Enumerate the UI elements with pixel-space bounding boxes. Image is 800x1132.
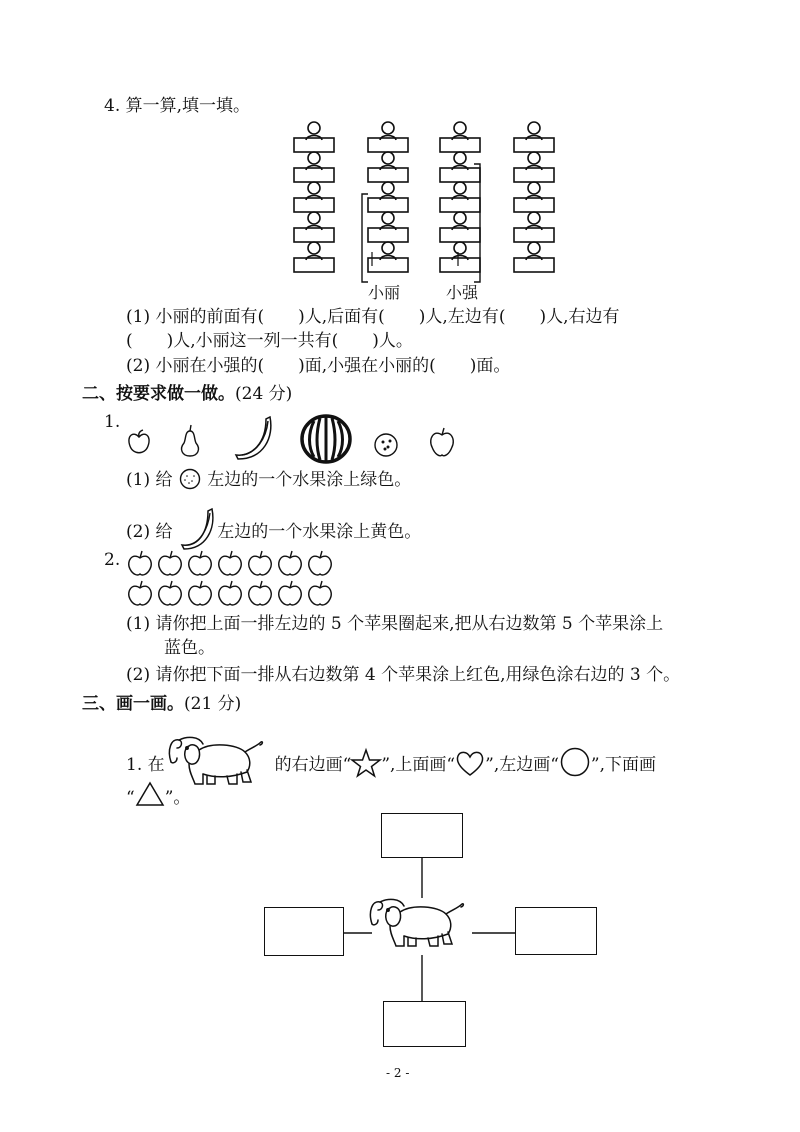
- s2-q2-number: 2.: [104, 550, 121, 570]
- drawing-box-left[interactable]: [264, 907, 344, 956]
- section2-heading: 二、按要求做一做。: [82, 384, 235, 404]
- q4-line1: (1) 小丽的前面有( )人,后面有( )人,左边有( )人,右边有: [126, 307, 620, 327]
- s3-q1-c: ”,上面画“: [381, 755, 456, 775]
- section3-heading: 三、画一画。: [82, 694, 184, 714]
- section2-score: (24 分): [235, 384, 293, 404]
- s2-q1-p2-suffix: 左边的一个水果涂上黄色。: [217, 522, 422, 542]
- s3-q1-a: 1. 在: [126, 755, 165, 775]
- s3-q1-f: “: [126, 788, 135, 808]
- s3-q1-e: ”,下面画: [590, 755, 657, 775]
- s2-q2-p2: (2) 请你把下面一排从右边数第 4 个苹果涂上红色,用绿色涂右边的 3 个。: [126, 665, 681, 685]
- s2-q1-p1-suffix: 左边的一个水果涂上绿色。: [207, 470, 412, 490]
- drawing-box-right[interactable]: [515, 907, 597, 955]
- s2-q1-number: 1.: [104, 412, 121, 432]
- s3-q1-g: ”。: [164, 788, 191, 808]
- label-xiaoli: 小丽: [368, 283, 401, 302]
- s2-q1-p1-prefix: (1) 给: [126, 470, 173, 490]
- drawing-box-top[interactable]: [381, 813, 463, 858]
- s2-q2-p1-line2: 蓝色。: [164, 638, 215, 658]
- label-xiaoqiang: 小强: [446, 283, 479, 302]
- q4-title: 4. 算一算,填一填。: [104, 96, 251, 116]
- drawing-box-bottom[interactable]: [383, 1001, 466, 1047]
- s2-q2-p1-line1: (1) 请你把上面一排左边的 5 个苹果圈起来,把从右边数第 5 个苹果涂上: [126, 614, 664, 634]
- center-elephant-icon: [366, 894, 476, 956]
- q4-line2: ( )人,小丽这一列一共有( )人。: [126, 331, 413, 351]
- page-number: - 2 -: [386, 1066, 410, 1080]
- s3-q1-b: 的右边画“: [274, 755, 352, 775]
- s3-q1-d: ”,左边画“: [485, 755, 559, 775]
- q4-line3: (2) 小丽在小强的( )面,小强在小丽的( )面。: [126, 356, 511, 376]
- section3-score: (21 分): [184, 694, 242, 714]
- s2-q1-p2-prefix: (2) 给: [126, 522, 173, 542]
